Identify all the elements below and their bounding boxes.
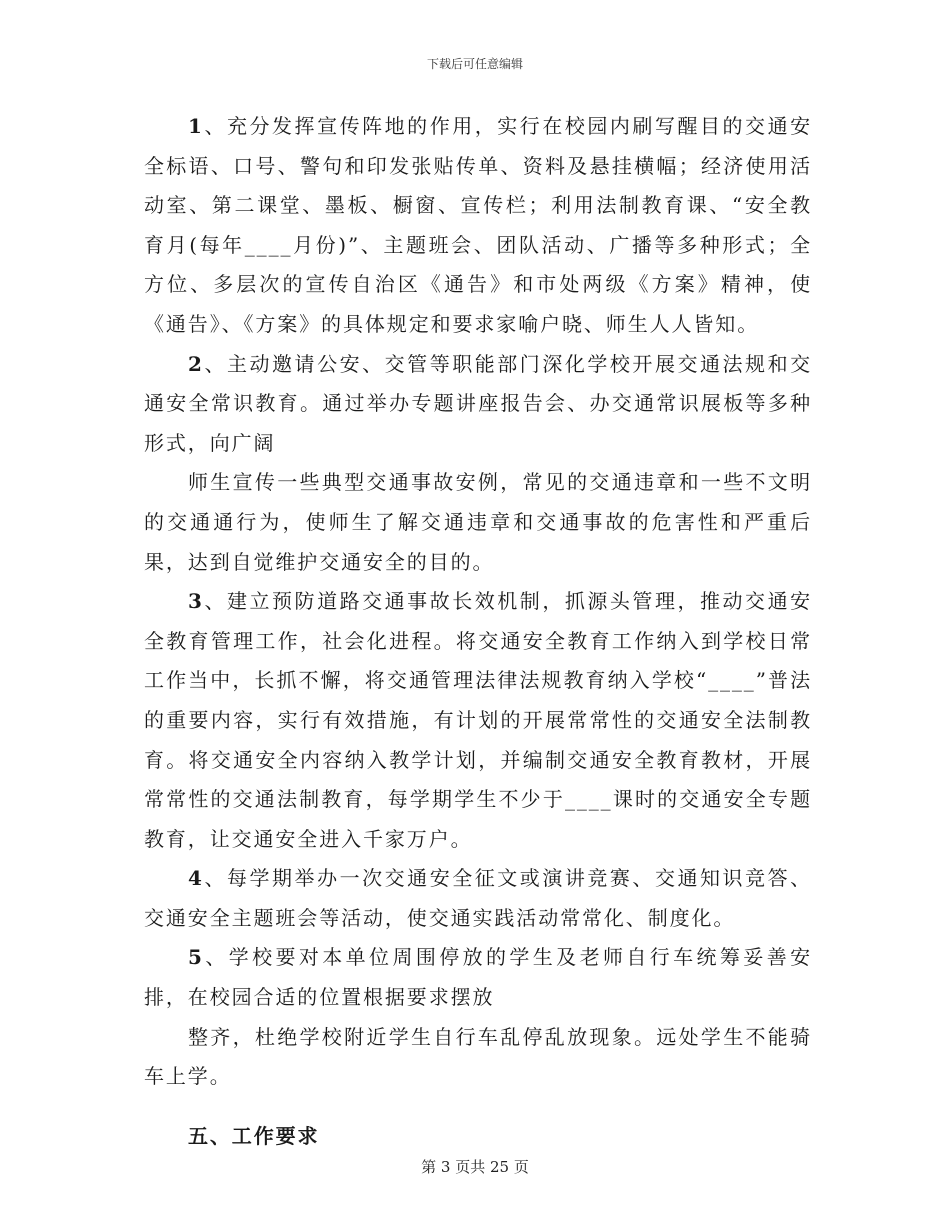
paragraph-4 xyxy=(144,859,812,938)
paragraph-5 xyxy=(144,938,812,1017)
item-number: 4 xyxy=(188,866,204,891)
paragraph-1 xyxy=(144,107,812,345)
paragraph-text: 、建立预防道路交通事故长效机制，抓源头管理，推动交通安全教育管理工作，社会化进程。将交通安全教育工作纳入到学校日常工作当中，长抓不懈，将交通管理法律法规教育纳入学校“____”普法的重要内容，实行有效措施，有计划的开展常常性的交通安全法制教育。将交通安全内容纳入教学计划，并编制交通安全教育教材，开展常常性的交通法制教育，每学期学生不少于____课时的交通安全专题教育，让交通安全进入千家万户。 xyxy=(144,589,812,851)
paragraph-text: 、学校要对本单位周围停放的学生及老师自行车统筹妥善安排，在校园合适的位置根据要求摆放 xyxy=(144,945,812,1010)
paragraph-5-continued xyxy=(144,1018,812,1097)
page-footer: 第 3 页共 25 页 xyxy=(421,1158,529,1176)
document-body xyxy=(144,107,812,1156)
paragraph-3 xyxy=(144,582,812,859)
item-number: 5 xyxy=(188,945,204,970)
paragraph-text: 、充分发挥宣传阵地的作用，实行在校园内刷写醒目的交通安全标语、口号、警句和印发张贴传单、资料及悬挂横幅；经济使用活动室、第二课堂、墨板、橱窗、宣传栏；利用法制教育课、“安全教育月(每年____月份)”、主题班会、团队活动、广播等多种形式；全方位、多层次的宣传自治区《通告》和市处两级《方案》精神，使《通告》、《方案》的具体规定和要求家喻户晓、师生人人皆知。 xyxy=(144,114,812,336)
paragraph-text: 师生宣传一些典型交通事故安例，常见的交通违章和一些不文明的交通通行为，使师生了解交通违章和交通事故的危害性和严重后果，达到自觉维护交通安全的目的。 xyxy=(144,470,812,574)
paragraph-2 xyxy=(144,345,812,464)
section-heading: 五、工作要求 xyxy=(188,1123,320,1148)
paragraph-text: 整齐，杜绝学校附近学生自行车乱停乱放现象。远处学生不能骑车上学。 xyxy=(144,1024,812,1089)
page-header: 下载后可任意编辑 xyxy=(426,57,523,71)
item-number: 1 xyxy=(188,114,204,138)
item-number: 3 xyxy=(188,589,204,614)
paragraph-text: 、每学期举办一次交通安全征文或演讲竞赛、交通知识竞答、交通安全主题班会等活动，使交通实践活动常常化、制度化。 xyxy=(144,866,812,930)
paragraph-2-continued xyxy=(144,463,812,582)
item-number: 2 xyxy=(188,351,204,376)
paragraph-text: 、主动邀请公安、交管等职能部门深化学校开展交通法规和交通安全常识教育。通过举办专题讲座报告会、办交通常识展板等多种形式，向广阔 xyxy=(144,351,812,455)
